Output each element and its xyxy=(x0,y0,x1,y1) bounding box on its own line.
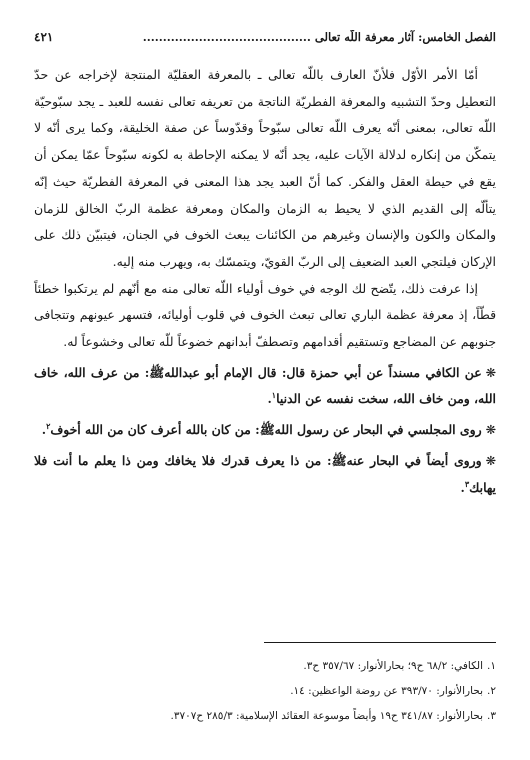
hadith-text: وروى أيضاً في البحار عنهﷺ: من ذا يعرف قدرك فلا يخافك ومن ذا يعلم ما أنت فلا يهابك xyxy=(34,452,496,495)
chapter-title: الفصل الخامس: آثار معرفة اللّه تعالى .......................................... xyxy=(142,30,496,44)
footnotes xyxy=(34,654,496,729)
footnote-item xyxy=(34,654,496,679)
flower-bullet-icon: ❋ xyxy=(485,364,496,380)
footnote-item xyxy=(34,704,496,729)
flower-bullet-icon: ❋ xyxy=(485,422,496,438)
footnote-text: الكافي: ٦٨/٢ ح٩؛ بحارالأنوار: ٣٥٧/٦٧ ح٣. xyxy=(303,660,484,672)
footnote-number: ٣. xyxy=(487,710,496,722)
footnote-item xyxy=(34,679,496,704)
footnote-text: بحارالأنوار: ٣٤١/٨٧ ح١٩ وأيضاً موسوعة العقائد الإسلامية: ٢٨٥/٣ ح٣٧٠٧. xyxy=(170,710,484,722)
paragraph-first: أمّا الأمر الأوّل فلأنّ العارف باللّه تعالى ـ بالمعرفة العقليّة المنتجة لإخراجه عن حدّ التعطيل وحدّ التشبيه والمعرفة الفطريّة الناتجة من تعريفه تعالى نفسه للعبد ـ يجد سبّوحيّة اللّه تعالى، بمعنى أنّه يعرف اللّه تعالى سبّوحاً وقدّوساً عن صفة الخليقة، وكما يرى أنّه لا يتمكّن من إنكاره لدلالة الآيات عليه، يجد أنّه لا يمكنه الإحاطة به لكونه سبّوحاً عمّا يمكن أن يقع في حيطة العقل والفكر. كما أنّ العبد يجد هذا المعنى في المعرفة الفطريّة حيث إنّه يتألّه إلى القديم الذي لا يحيط به الزمان والمكان ومعرفة عظمة الربّ الخالق للزمان والمكان والكون والإنسان وغيرهم من الكائنات يبعث الخوف في الجنان، فيتبيّن ذلك على الإركان فيلتجي العبد الضعيف إلى الربّ القويّ، ويتمسّك به، ويهرب منه إليه. xyxy=(34,67,496,269)
footnote-number: ٢. xyxy=(487,685,496,697)
hadith-text: عن الكافي مسنداً عن أبي حمزة قال: قال الإمام أبو عبداللهﷺ: من عرف الله، خاف الله، ومن خاف الله، سخت نفسه عن الدنيا xyxy=(34,364,496,407)
hadith-quote-2: ❋روى المجلسي في البحار عن رسول اللهﷺ: من كان بالله أعرف كان من الله أخوف$^٢$. xyxy=(41,421,496,438)
flower-bullet-icon: ❋ xyxy=(485,452,496,468)
footnote-number: ١. xyxy=(487,660,496,672)
hadith-text: روى المجلسي في البحار عن رسول اللهﷺ: من كان بالله أعرف كان من الله أخوف xyxy=(50,422,482,438)
paragraph-second: إذا عرفت ذلك، يتّضح لك الوجه في خوف أولياء اللّه تعالى منه مع أنّهم لم يرتكبوا خطئاً قطّاً، إذ معرفة عظمة الباري تعالى تبعث الخوف في قلوب أوليائه، فتسهر عيونهم وتتجافى جنوبهم عن المضاجع وتستقيم أقدامهم وتصطفّ أبدانهم خضوعاً للّه تعالى وخشوعاً له. xyxy=(34,280,496,350)
footnote-divider xyxy=(264,642,496,643)
hadith-quote-3: ❋وروى أيضاً في البحار عنهﷺ: من ذا يعرف قدرك فلا يخافك ومن ذا يعلم ما أنت فلا يهابك$^٣$. xyxy=(34,452,496,495)
footnote-reference[interactable]: ٢ xyxy=(46,421,51,432)
footnote-reference[interactable]: ٣ xyxy=(464,478,470,489)
running-header xyxy=(34,30,496,50)
footnote-reference[interactable]: ١ xyxy=(271,390,277,401)
main-text xyxy=(34,62,496,501)
hadith-quote-1: ❋عن الكافي مسنداً عن أبي حمزة قال: قال الإمام أبو عبداللهﷺ: من عرف الله، خاف الله، ومن خاف الله، سخت نفسه عن الدنيا$^١$. xyxy=(34,364,496,407)
page-number: ٤٢١ xyxy=(34,30,54,44)
footnote-text: بحارالأنوار: ٣٩٣/٧٠ عن روضة الواعظين: ١٤. xyxy=(290,685,484,697)
